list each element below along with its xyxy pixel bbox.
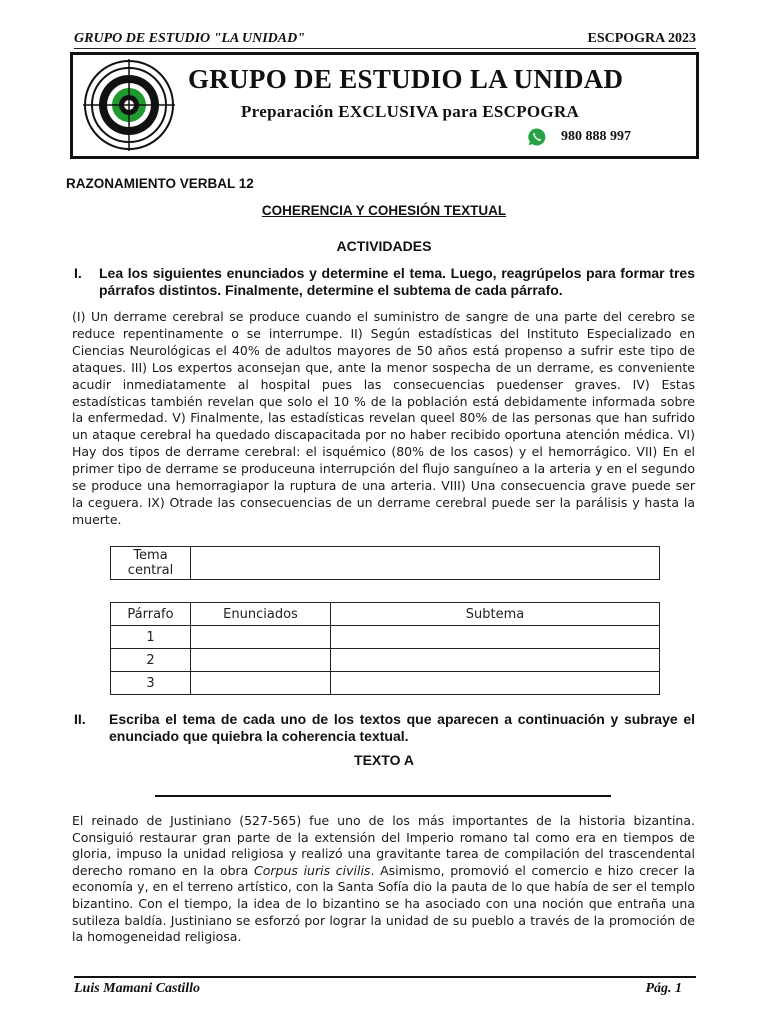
row-parrafo-number: 2: [111, 649, 191, 672]
part2-text: Escriba el tema de cada uno de los textos que aparecen a continuación y subraye el enunciado que quiebra la coherencia textual.: [109, 711, 695, 744]
whatsapp-icon: [527, 127, 547, 147]
answer-line[interactable]: [155, 795, 611, 797]
tema-central-answer[interactable]: [191, 547, 660, 580]
footer-page-number: Pág. 1: [645, 981, 682, 996]
page-footer: [74, 976, 696, 996]
texto-a-title: TEXTO A: [354, 752, 414, 768]
footer-author: Luis Mamani Castillo: [74, 981, 201, 996]
corpus-iuris-title: Corpus iuris civilis: [254, 862, 371, 878]
banner: [70, 52, 699, 159]
table-row: [111, 626, 660, 649]
banner-phone: [527, 126, 631, 148]
part1-instruction: [74, 265, 695, 299]
row-subtema-cell[interactable]: [331, 672, 660, 695]
part1-number: I.: [74, 265, 82, 281]
running-header: [74, 33, 696, 49]
row-parrafo-number: 3: [111, 672, 191, 695]
part2-instruction: [74, 711, 695, 745]
texto-a-part2: . Asimismo, promovió el comercio e hizo crecer la economía y, en el terreno artístico, con la Santa Sofía dio la pauta de lo que había de ser el templo bizantino. Con el tiempo, la idea de lo bizantino se ha asociado con una noción que entraña una sutileza baldía. Justiniano se esforzó por lograr la unidad de su pueblo a través de la promoción de la homogeneidad religiosa.: [72, 862, 695, 945]
row-enunciados-cell[interactable]: [191, 672, 331, 695]
derrame-paragraph: (I) Un derrame cerebral se produce cuando el suministro de sangre de una parte del cerebro se reduce repentinamente o se interrumpe. II) Según estadísticas del Instituto Especializado en Ciencias Neurológicas el 40% de adultos mayores de 50 años está propenso a sufrir este tipo de ataques. III) Los expertos aconsejan que, ante la menor sospecha de un derrame, es conveniente acudir inmediatamente al hospital pues las consecuencias puedenser graves. IV) Estas estadísticas también revelan que solo el 10 % de la población está debidamente informada sobre la enfermedad. V) Finalmente, las estadísticas revelan queel 80% de las personas que han sufrido un ataque cerebral ha quedado discapacitada por no haber recibido oportuna atención médica. VI) Hay dos tipos de derrame cerebral: el isquémico (80% de los casos) y el hemorrágico. VII) En el primer tipo de derrame se produceuna interrupción del flujo sanguíneo a la arteria y en el segundo se produce una hemorragiapor la ruptura de una arteria. VIII) Una consecuencia grave puede ser la ceguera. IX) Otrade las consecuencias de un derrame cerebral puede ser la parálisis y hasta la muerte.: [72, 309, 695, 527]
part1-text: Lea los siguientes enunciados y determine el tema. Luego, reagrúpelos para formar tres párrafos distintos. Finalmente, determine el subtema de cada párrafo.: [99, 265, 695, 298]
table-row: [111, 672, 660, 695]
row-subtema-cell[interactable]: [331, 626, 660, 649]
running-header-left: GRUPO DE ESTUDIO "LA UNIDAD": [74, 31, 306, 46]
target-logo-icon: [83, 59, 175, 151]
tema-label-line1: Tema: [133, 548, 168, 563]
part2-number: II.: [74, 711, 86, 727]
tema-label-line2: central: [127, 563, 174, 578]
phone-number: 980 888 997: [561, 129, 631, 144]
texto-a-paragraph: [72, 813, 695, 946]
tema-central-table: [110, 546, 660, 580]
texto-a-part1: El reinado de Justiniano (527-565) fue uno de los más importantes de la historia bizantina. Consiguió restaurar gran parte de la extensión del Imperio romano tal como era en tiempos de gloria, impuso la unidad religiosa y realizó una gravitante tarea de compilación del trascendental derecho romano en la obra: [72, 813, 695, 878]
row-enunciados-cell[interactable]: [191, 626, 331, 649]
running-header-right: ESCPOGRA 2023: [587, 31, 696, 46]
banner-subtitle: Preparación EXCLUSIVA para ESCPOGRA: [241, 102, 580, 121]
tema-central-label: [111, 547, 191, 580]
header-subtema: Subtema: [331, 603, 660, 626]
section-title: RAZONAMIENTO VERBAL 12: [66, 176, 254, 191]
topic-title: COHERENCIA Y COHESIÓN TEXTUAL: [261, 203, 507, 218]
header-parrafo: Párrafo: [111, 603, 191, 626]
activities-title: ACTIVIDADES: [336, 238, 432, 254]
header-enunciados: Enunciados: [191, 603, 331, 626]
row-parrafo-number: 1: [111, 626, 191, 649]
parrafo-table: [110, 602, 660, 695]
banner-title: GRUPO DE ESTUDIO LA UNIDAD: [188, 64, 624, 94]
row-enunciados-cell[interactable]: [191, 649, 331, 672]
row-subtema-cell[interactable]: [331, 649, 660, 672]
table-row: [111, 649, 660, 672]
